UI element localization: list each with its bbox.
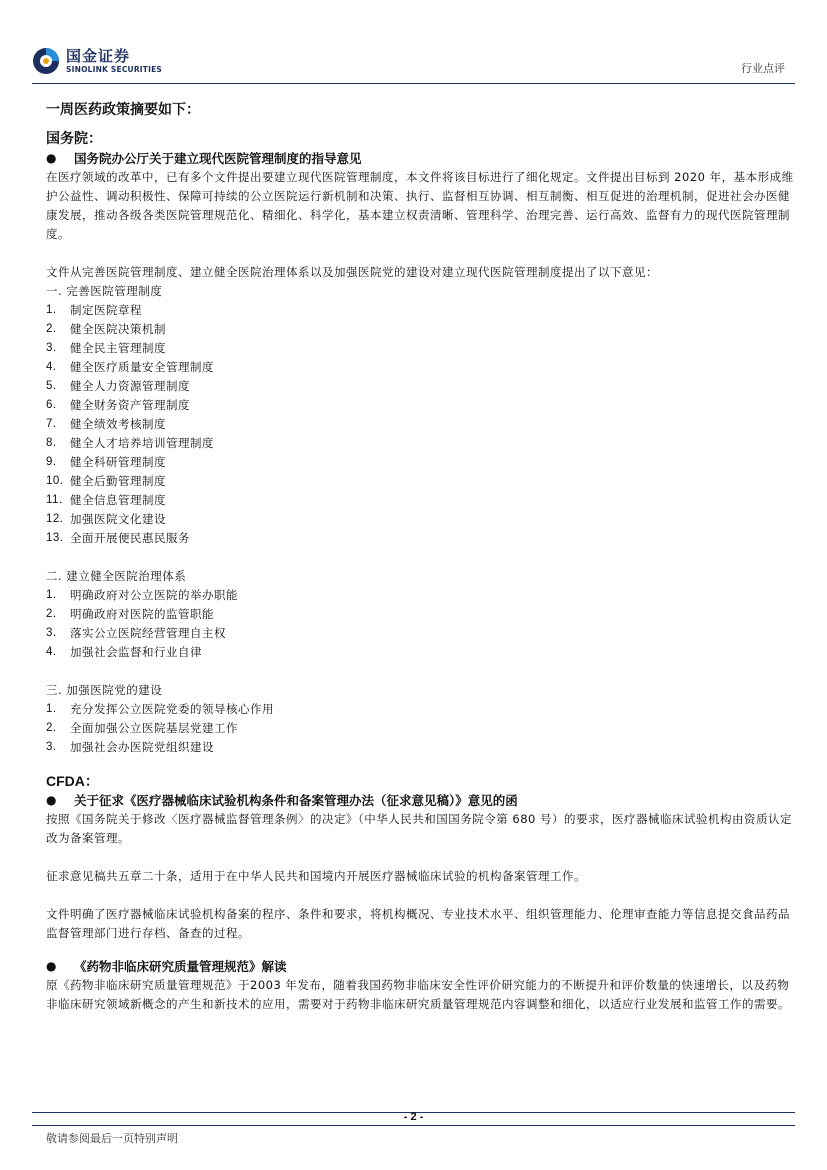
list-text: 制定医院章程 xyxy=(70,303,142,317)
list-item xyxy=(46,358,796,377)
main-content xyxy=(46,100,796,1014)
footer-divider-lower xyxy=(32,1125,795,1126)
list-text: 健全民主管理制度 xyxy=(70,341,166,355)
list-number: 1. xyxy=(46,703,57,715)
state-council-bullet-title: 国务院办公厅关于建立现代医院管理制度的指导意见 xyxy=(74,151,362,166)
company-logo xyxy=(32,47,162,75)
list-item xyxy=(46,719,796,738)
list-item xyxy=(46,396,796,415)
cfda-bullet-1 xyxy=(46,791,796,810)
list-item xyxy=(46,510,796,529)
list-text: 健全医院决策机制 xyxy=(70,322,166,336)
list-text: 健全人力资源管理制度 xyxy=(70,379,190,393)
list-number: 8. xyxy=(46,437,57,449)
list-number: 3. xyxy=(46,627,57,639)
section-heading: 三. 加强医院党的建设 xyxy=(46,683,163,697)
list-text: 明确政府对医院的监管职能 xyxy=(70,607,214,621)
list-text: 健全科研管理制度 xyxy=(70,455,166,469)
list-text: 健全绩效考核制度 xyxy=(70,417,166,431)
list-item xyxy=(46,529,796,548)
list-item xyxy=(46,605,796,624)
page-number: - 2 - xyxy=(403,1111,424,1123)
cfda-bullet-2 xyxy=(46,957,796,976)
list-item xyxy=(46,491,796,510)
cfda-bullet-1-title: 关于征求《医疗器械临床试验机构条件和备案管理办法（征求意见稿）》意见的函 xyxy=(74,793,518,808)
list-number: 5. xyxy=(46,380,57,392)
bullet-icon: ● xyxy=(46,793,57,807)
list-number: 9. xyxy=(46,456,57,468)
list-number: 13. xyxy=(46,532,64,544)
list-item xyxy=(46,472,796,491)
list-number: 2. xyxy=(46,722,57,734)
list-text: 健全人才培养培训管理制度 xyxy=(70,436,214,450)
list-text: 健全后勤管理制度 xyxy=(70,474,166,488)
list-text: 明确政府对公立医院的举办职能 xyxy=(70,588,238,602)
section-heading: 二. 建立健全医院治理体系 xyxy=(46,569,187,583)
logo-english-name: SINOLINK SECURITIES xyxy=(66,64,163,74)
list-text: 健全医疗质量安全管理制度 xyxy=(70,360,214,374)
list-text: 加强社会办医院党组织建设 xyxy=(70,740,214,754)
list-number: 10. xyxy=(46,475,64,487)
list-number: 1. xyxy=(46,304,57,316)
section-2 xyxy=(46,567,796,662)
summary-title: 一周医药政策摘要如下： xyxy=(46,102,200,118)
cfda-bullet-1-paragraph-2: 征求意见稿共五章二十条，适用于在中华人民共和国境内开展医疗器械临床试验的机构备案管理工作。 xyxy=(46,869,586,883)
state-council-intro: 在医疗领域的改革中，已有多个文件提出要建立现代医院管理制度，本文件将该目标进行了细化规定。文件提出目标到 2020 年，基本形成维护公益性、调动积极性、保障可持续的公立医院运行新机制和决策、执行、监督相互协调、相互制衡、相互促进的治理机制，促进社会办医健康发展，推动各级各类医院管理规范化、精细化、科学化，基本建立权责清晰、管理科学、治理完善、运行高效、监督有力的现代医院管理制度。 xyxy=(46,170,794,241)
list-item xyxy=(46,339,796,358)
state-council-heading: 国务院： xyxy=(46,131,102,147)
list-text: 加强社会监督和行业自律 xyxy=(70,645,202,659)
cfda-bullet-2-paragraph-1: 原《药物非临床研究质量管理规范》于2003 年发布，随着我国药物非临床安全性评价研究能力的不断提升和评价数量的快速增长，以及药物非临床研究领域新概念的产生和新技术的应用，需要对于药物非临床研究质量管理规范内容调整和细化，以适应行业发展和监管工作的需要。 xyxy=(46,978,790,1011)
list-number: 11. xyxy=(46,494,63,506)
list-item xyxy=(46,624,796,643)
list-text: 充分发挥公立医院党委的领导核心作用 xyxy=(70,702,274,716)
section-heading: 一. 完善医院管理制度 xyxy=(46,284,163,298)
list-item xyxy=(46,738,796,757)
cfda-heading: CFDA： xyxy=(46,773,99,789)
state-council-bullet xyxy=(46,149,796,168)
list-item xyxy=(46,320,796,339)
cfda-bullet-1-paragraph-1: 按照《国务院关于修改〈医疗器械监督管理条例〉的决定》（中华人民共和国国务院令第 680 号）的要求，医疗器械临床试验机构由资质认定改为备案管理。 xyxy=(46,812,793,845)
list-text: 健全信息管理制度 xyxy=(70,493,166,507)
document-type: 行业点评 xyxy=(741,62,785,75)
list-text: 全面开展便民惠民服务 xyxy=(70,531,190,545)
state-council-lead: 文件从完善医院管理制度、建立健全医院治理体系以及加强医院党的建设对建立现代医院管理制度提出了以下意见： xyxy=(46,265,658,279)
section-3 xyxy=(46,681,796,757)
list-item xyxy=(46,453,796,472)
bullet-icon: ● xyxy=(46,959,57,973)
list-number: 6. xyxy=(46,399,57,411)
list-text: 全面加强公立医院基层党建工作 xyxy=(70,721,238,735)
list-text: 加强医院文化建设 xyxy=(70,512,166,526)
bullet-icon: ● xyxy=(46,151,57,165)
list-number: 2. xyxy=(46,323,57,335)
list-item xyxy=(46,301,796,320)
page-header xyxy=(0,0,827,84)
list-text: 健全财务资产管理制度 xyxy=(70,398,190,412)
list-item xyxy=(46,586,796,605)
list-item xyxy=(46,377,796,396)
cfda-bullet-2-title: 《药物非临床研究质量管理规范》解读 xyxy=(74,959,287,974)
section-1 xyxy=(46,282,796,548)
list-number: 2. xyxy=(46,608,57,620)
list-number: 4. xyxy=(46,646,57,658)
list-text: 落实公立医院经营管理自主权 xyxy=(70,626,226,640)
cfda-bullet-1-paragraph-3: 文件明确了医疗器械临床试验机构备案的程序、条件和要求，将机构概况、专业技术水平、组织管理能力、伦理审查能力等信息提交食品药品监督管理部门进行存档、备查的过程。 xyxy=(46,907,790,940)
logo-mark-icon xyxy=(32,47,60,75)
list-number: 12. xyxy=(46,513,64,525)
list-number: 4. xyxy=(46,361,57,373)
disclaimer-note: 敬请参阅最后一页特别声明 xyxy=(46,1132,178,1145)
list-item xyxy=(46,434,796,453)
header-divider xyxy=(32,83,795,84)
list-item xyxy=(46,643,796,662)
list-number: 1. xyxy=(46,589,57,601)
list-number: 3. xyxy=(46,342,57,354)
list-number: 7. xyxy=(46,418,57,430)
list-number: 3. xyxy=(46,741,57,753)
logo-chinese-name: 国金证券 xyxy=(66,46,131,65)
list-item xyxy=(46,415,796,434)
list-item xyxy=(46,700,796,719)
